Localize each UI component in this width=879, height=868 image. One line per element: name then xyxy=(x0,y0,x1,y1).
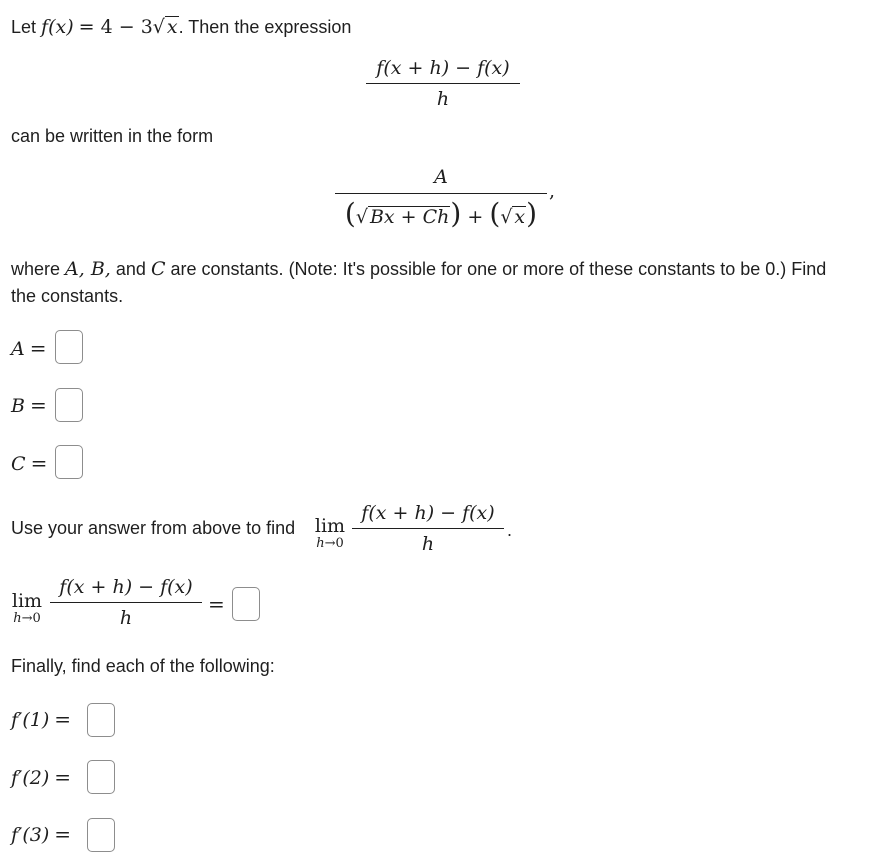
lim-period: . xyxy=(507,520,513,540)
constant-a-label: A xyxy=(11,338,25,360)
derivative-2-row xyxy=(11,765,71,790)
form-plus: + xyxy=(467,206,484,229)
where-vars: A, B, xyxy=(65,258,111,280)
intro-lead: Let xyxy=(11,17,37,37)
constant-b-label: B xyxy=(11,395,25,417)
derivative-2-input[interactable] xyxy=(87,760,115,794)
constant-a-input[interactable] xyxy=(55,330,83,364)
constant-a-equals: = xyxy=(29,336,47,360)
right-paren: ) xyxy=(450,197,462,231)
sqrt-symbol-2: √ xyxy=(355,206,368,229)
lim-fraction-bar-2 xyxy=(50,602,202,604)
target-form xyxy=(335,166,547,231)
lim-subscript xyxy=(312,537,348,551)
where-lead: where xyxy=(11,259,61,279)
sqrt-symbol-3: √ xyxy=(500,206,513,229)
limit-quotient xyxy=(352,502,504,556)
constant-a-row xyxy=(11,336,47,361)
function-rhs: = 4 − 3 xyxy=(78,16,153,38)
derivative-3-label: f′(3) xyxy=(11,824,50,846)
lim-numerator-2: f(x + h) − f(x) xyxy=(59,576,193,598)
use-answer-text: Use your answer from above to find xyxy=(11,518,296,538)
derivative-2-label: f′(2) xyxy=(11,767,50,789)
limit-operator-2 xyxy=(9,591,45,626)
constant-c-label: C xyxy=(11,453,26,475)
lim-denominator: h xyxy=(421,533,435,556)
lim-fraction-bar xyxy=(352,528,504,530)
constant-b-input[interactable] xyxy=(55,388,83,422)
lim-denominator-2: h xyxy=(119,607,133,630)
dq-denominator: h xyxy=(436,88,450,111)
function-radicand: x xyxy=(166,16,178,38)
sqrt-symbol: √ xyxy=(152,16,165,38)
difference-quotient xyxy=(366,57,520,111)
dq-fraction-bar xyxy=(366,83,520,85)
form-radicand: Bx + Ch xyxy=(369,206,450,229)
limit-equals: = xyxy=(208,592,225,616)
form-fraction-bar xyxy=(335,193,547,195)
finally-text: Finally, find each of the following: xyxy=(11,656,275,676)
derivative-1-row xyxy=(11,707,71,732)
constant-c-input[interactable] xyxy=(55,445,83,479)
form-text: can be written in the form xyxy=(11,126,214,146)
form-radicand-2: x xyxy=(514,206,526,229)
lim-sub-var-2: h xyxy=(13,610,22,626)
derivative-2-equals: = xyxy=(54,765,72,789)
derivative-1-label: f′(1) xyxy=(11,709,50,731)
limit-answer-input[interactable] xyxy=(232,587,260,621)
form-comma: , xyxy=(549,180,556,202)
where-c: C xyxy=(150,258,166,280)
limit-quotient-2 xyxy=(50,576,202,630)
constant-c-row xyxy=(11,451,47,476)
where-and: and xyxy=(115,259,146,279)
lim-word: lim xyxy=(314,515,346,537)
right-paren-2: ) xyxy=(526,197,538,231)
where-line-2: the constants. xyxy=(11,286,124,306)
constant-b-row xyxy=(11,393,47,418)
derivative-1-input[interactable] xyxy=(87,703,115,737)
left-paren-2: ( xyxy=(489,197,501,231)
intro-line xyxy=(11,16,351,39)
dq-numerator: f(x + h) − f(x) xyxy=(376,57,510,79)
derivative-3-input[interactable] xyxy=(87,818,115,852)
constant-b-equals: = xyxy=(29,393,47,417)
form-denominator xyxy=(335,197,547,231)
derivative-3-equals: = xyxy=(54,822,72,846)
function-name: f(x) xyxy=(41,16,74,38)
limit-operator xyxy=(312,516,348,551)
derivative-1-equals: = xyxy=(54,707,72,731)
lim-word-2: lim xyxy=(11,590,43,612)
where-rest: are constants. (Note: It's possible for one or more of these constants to be 0.) Find xyxy=(170,259,827,279)
lim-numerator: f(x + h) − f(x) xyxy=(361,502,495,524)
lim-sub-arrow: →0 xyxy=(324,535,344,551)
where-line-1 xyxy=(11,258,826,281)
lim-subscript-2 xyxy=(9,612,45,626)
derivative-3-row xyxy=(11,822,71,847)
constant-c-equals: = xyxy=(30,451,48,475)
lim-sub-arrow-2: →0 xyxy=(21,610,41,626)
left-paren: ( xyxy=(344,197,356,231)
form-numerator: A xyxy=(434,166,448,188)
lim-sub-var: h xyxy=(316,535,325,551)
intro-tail: . Then the expression xyxy=(178,17,352,37)
